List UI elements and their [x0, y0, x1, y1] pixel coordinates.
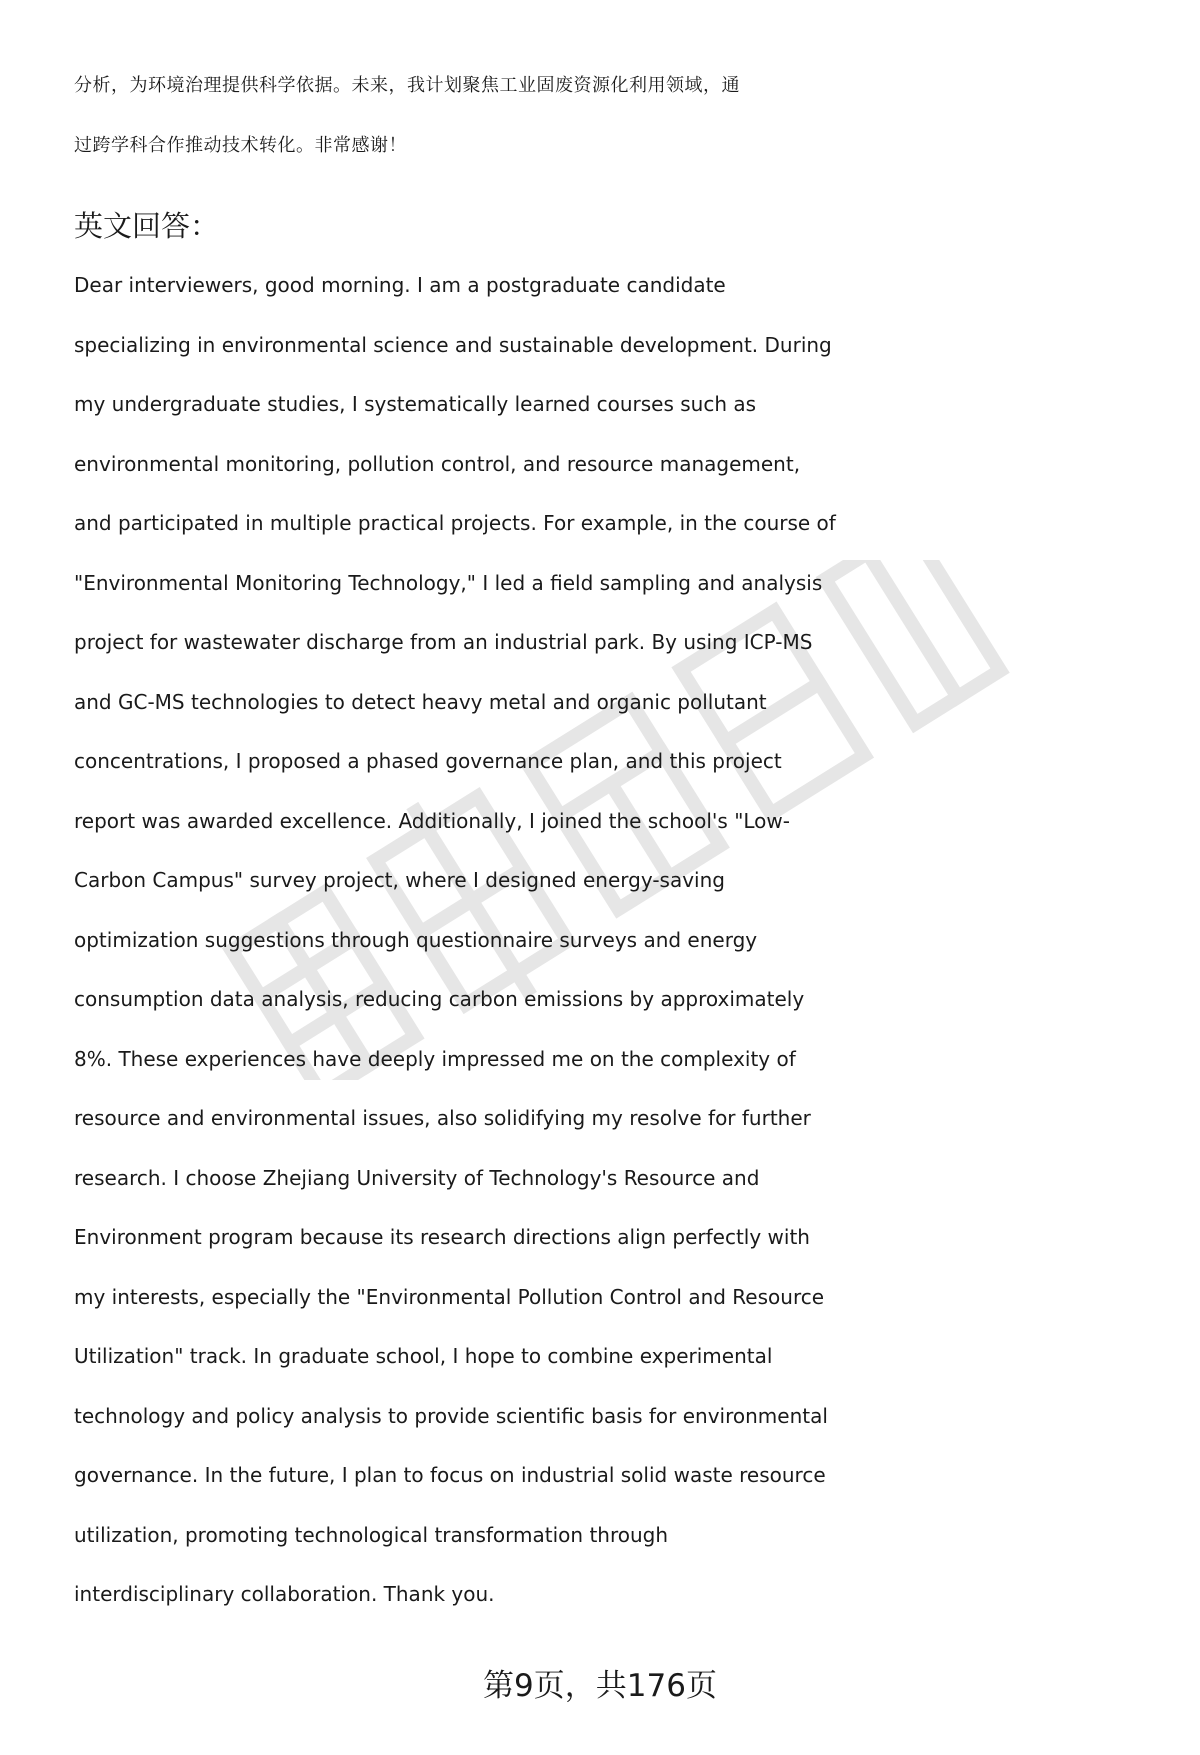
english-line: environmental monitoring, pollution control, and resource management, — [74, 451, 801, 476]
english-line: and GC-MS technologies to detect heavy metal and organic pollutant — [74, 689, 767, 714]
english-answer-paragraph — [74, 256, 1154, 1625]
english-line: consumption data analysis, reducing carbon emissions by approximately — [74, 987, 805, 1011]
english-line: Carbon Campus" survey project, where I designed energy-saving — [74, 868, 725, 892]
chinese-line: 过跨学科合作推动技术转化。非常感谢！ — [74, 135, 407, 156]
english-line: my interests, especially the "Environmental Pollution Control and Resource — [74, 1284, 825, 1309]
chinese-line: 分析，为环境治理提供科学依据。未来，我计划聚焦工业固废资源化利用领域，通 — [74, 75, 740, 96]
english-line: interdisciplinary collaboration. Thank you. — [74, 1582, 495, 1606]
english-line: technology and policy analysis to provide scientific basis for environmental — [74, 1403, 828, 1428]
english-line: Environment program because its research directions align perfectly with — [74, 1225, 810, 1249]
english-line: utilization, promoting technological transformation through — [74, 1522, 669, 1547]
english-answer-heading: 英文回答： — [74, 209, 220, 243]
english-line: and participated in multiple practical projects. For example, in the course of — [74, 511, 836, 535]
english-line: resource and environmental issues, also solidifying my resolve for further — [74, 1106, 811, 1130]
chinese-answer-tail — [74, 56, 1154, 176]
english-line: research. I choose Zhejiang University of Technology's Resource and — [74, 1165, 760, 1190]
english-line: optimization suggestions through questionnaire surveys and energy — [74, 927, 758, 952]
english-line: specializing in environmental science and sustainable development. During — [74, 332, 832, 357]
english-line: my undergraduate studies, I systematically learned courses such as — [74, 392, 757, 416]
english-line: Dear interviewers, good morning. I am a postgraduate candidate — [74, 273, 726, 297]
english-line: governance. In the future, I plan to focus on industrial solid waste resource — [74, 1463, 826, 1487]
english-line: concentrations, I proposed a phased governance plan, and this project — [74, 749, 782, 773]
document-body — [74, 56, 1154, 1625]
page-number: 第9页，共176页 — [483, 1668, 717, 1704]
english-line: 8%. These experiences have deeply impressed me on the complexity of — [74, 1046, 796, 1071]
english-line: report was awarded excellence. Additionally, I joined the school's "Low- — [74, 808, 790, 833]
english-line: Utilization" track. In graduate school, I hope to combine experimental — [74, 1344, 773, 1368]
english-line: project for wastewater discharge from an industrial park. By using ICP-MS — [74, 630, 813, 654]
english-line: "Environmental Monitoring Technology," I led a field sampling and analysis — [74, 570, 823, 595]
